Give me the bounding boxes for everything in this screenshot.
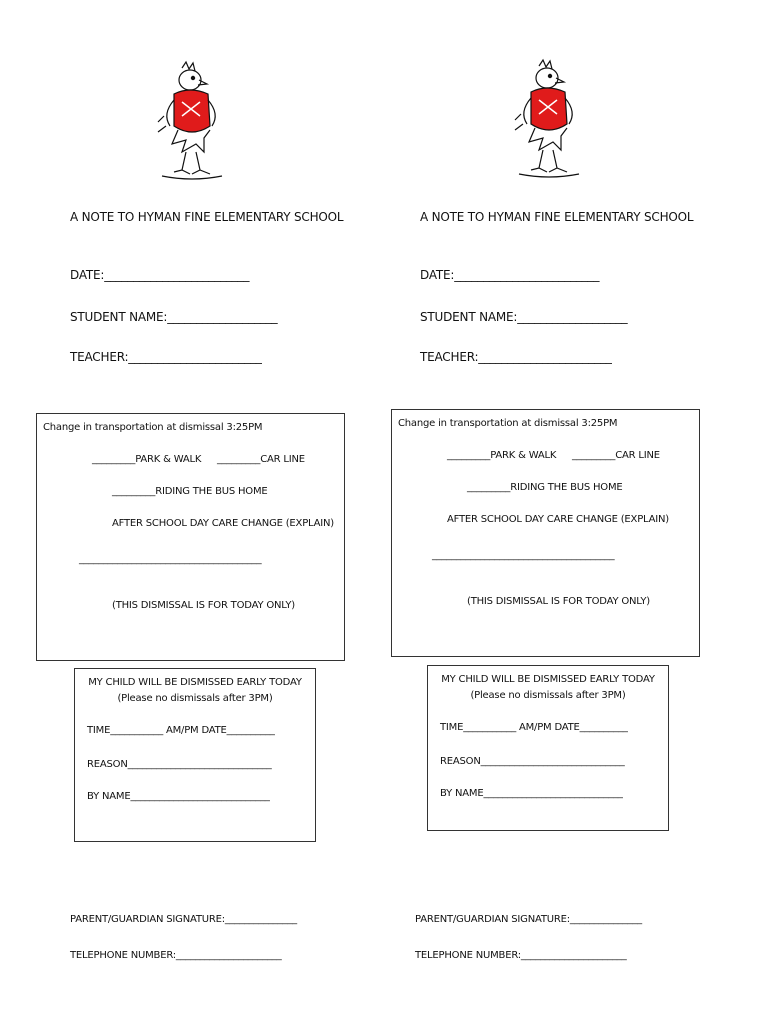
- transportation-box: [391, 409, 700, 657]
- bus-option[interactable]: _________RIDING THE BUS HOME: [112, 486, 268, 497]
- by-name-field[interactable]: BY NAME_____________________________: [87, 791, 270, 802]
- reason-field[interactable]: REASON______________________________: [440, 756, 625, 767]
- time-date-field[interactable]: TIME___________ AM/PM DATE__________: [87, 725, 275, 736]
- student-name-field[interactable]: STUDENT NAME:___________________: [70, 310, 278, 324]
- note-title: A NOTE TO HYMAN FINE ELEMENTARY SCHOOL: [420, 210, 694, 224]
- early-dismissal-box: [74, 668, 316, 842]
- early-dismissal-box: [427, 665, 669, 831]
- today-only-note: (THIS DISMISSAL IS FOR TODAY ONLY): [467, 596, 650, 607]
- car-line-option[interactable]: _________CAR LINE: [217, 454, 305, 465]
- car-line-option[interactable]: _________CAR LINE: [572, 450, 660, 461]
- date-field[interactable]: DATE:_________________________: [420, 268, 600, 282]
- explain-line[interactable]: ______________________________________: [432, 550, 615, 561]
- student-name-field[interactable]: STUDENT NAME:___________________: [420, 310, 628, 324]
- explain-line[interactable]: ______________________________________: [79, 554, 262, 565]
- by-name-field[interactable]: BY NAME_____________________________: [440, 788, 623, 799]
- reason-field[interactable]: REASON______________________________: [87, 759, 272, 770]
- bus-option[interactable]: _________RIDING THE BUS HOME: [467, 482, 623, 493]
- daycare-label: AFTER SCHOOL DAY CARE CHANGE (EXPLAIN): [447, 514, 669, 525]
- daycare-label: AFTER SCHOOL DAY CARE CHANGE (EXPLAIN): [112, 518, 334, 529]
- today-only-note: (THIS DISMISSAL IS FOR TODAY ONLY): [112, 600, 295, 611]
- signature-field[interactable]: PARENT/GUARDIAN SIGNATURE:_______________: [415, 914, 642, 925]
- teacher-field[interactable]: TEACHER:_______________________: [420, 350, 612, 364]
- telephone-field[interactable]: TELEPHONE NUMBER:______________________: [415, 950, 627, 961]
- park-walk-option[interactable]: _________PARK & WALK: [92, 454, 202, 465]
- cardinal-mascot-icon: [152, 60, 232, 185]
- park-walk-option[interactable]: _________PARK & WALK: [447, 450, 557, 461]
- early-header: MY CHILD WILL BE DISMISSED EARLY TODAY: [88, 677, 302, 688]
- transport-header: Change in transportation at dismissal 3:25PM: [43, 422, 263, 433]
- early-subheader: (Please no dismissals after 3PM): [470, 690, 626, 701]
- telephone-field[interactable]: TELEPHONE NUMBER:______________________: [70, 950, 282, 961]
- early-subheader: (Please no dismissals after 3PM): [117, 693, 273, 704]
- early-header: MY CHILD WILL BE DISMISSED EARLY TODAY: [441, 674, 655, 685]
- transport-header: Change in transportation at dismissal 3:25PM: [398, 418, 618, 429]
- transportation-box: [36, 413, 345, 661]
- signature-field[interactable]: PARENT/GUARDIAN SIGNATURE:_______________: [70, 914, 297, 925]
- note-right: [385, 0, 770, 1024]
- note-title: A NOTE TO HYMAN FINE ELEMENTARY SCHOOL: [70, 210, 344, 224]
- time-date-field[interactable]: TIME___________ AM/PM DATE__________: [440, 722, 628, 733]
- cardinal-mascot-icon: [509, 58, 589, 183]
- date-field[interactable]: DATE:_________________________: [70, 268, 250, 282]
- teacher-field[interactable]: TEACHER:_______________________: [70, 350, 262, 364]
